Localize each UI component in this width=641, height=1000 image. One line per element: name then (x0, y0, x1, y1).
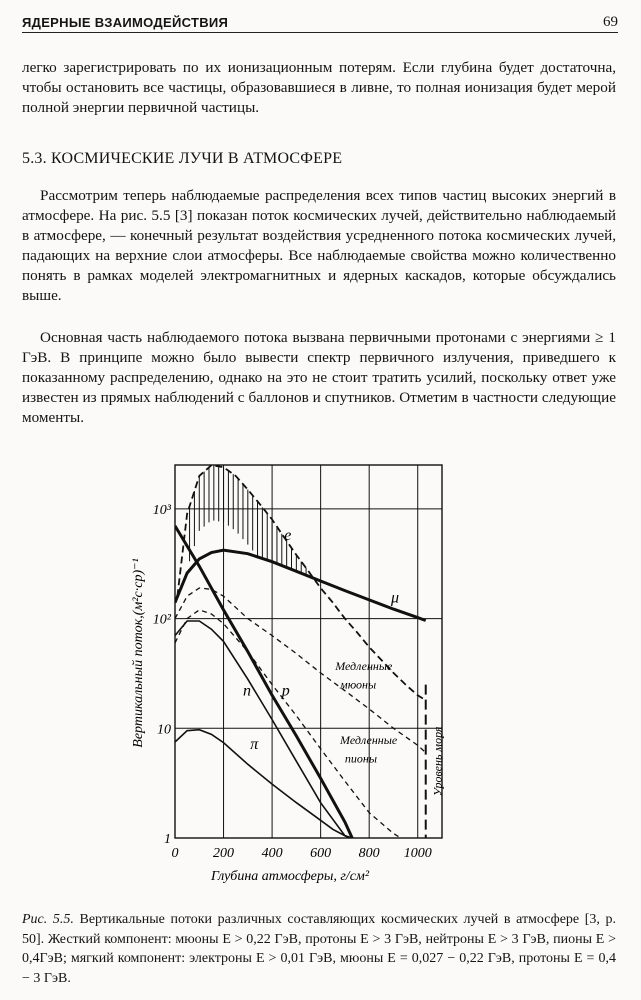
section-heading (22, 150, 342, 168)
caption-text: Вертикальные потоки различных составляющих космических лучей в атмосфере [3, р. 50]. Жесткий компонент: мюоны E > 0,22 ГэВ, протоны E > 3 ГэВ, нейтроны E > 3 ГэВ, пионы E > 0,4ГэВ; мягкий компонент: электроны E > 0,01 ГэВ, мюоны E = 0,027 − 0,22 ГэВ, протоны E = 0,4 − 3 ГэВ. (22, 912, 617, 986)
figure-caption (22, 910, 616, 988)
series-μ (175, 550, 426, 620)
x-tick-label: 200 (213, 846, 235, 861)
series-label-n: n (242, 682, 251, 700)
series-label-pi: π (250, 735, 259, 753)
page-number: 69 (603, 14, 618, 30)
y-tick-label: 1 (164, 832, 171, 847)
y-axis-label: Вертикальный поток,(м²с·ср)⁻¹ (131, 558, 146, 748)
x-tick-label: 0 (171, 846, 179, 861)
x-tick-label: 800 (358, 846, 380, 861)
series-label-p: p (281, 682, 290, 700)
annotation-slow-muons-line2: мюоны (340, 677, 377, 692)
series-group (175, 465, 426, 838)
paragraph-2 (22, 186, 616, 306)
running-title: ЯДЕРНЫЕ ВЗАИМОДЕЙСТВИЯ (22, 15, 229, 30)
series-label-mu: μ (391, 589, 400, 607)
caption-label: Рис. 5.5. (22, 912, 74, 927)
y-tick-label: 10 (157, 722, 171, 738)
paragraph-2-text: Рассмотрим теперь наблюдаемые распределения всех типов частиц высоких энергий в атмосфере. На рис. 5.5 [3] показан поток космических лучей, действительно наблюдаемый в атмосфере, — конечный результат воздействия усредненного потока космических лучей, падающих на верхние слои атмосферы. Все наблюдаемые свойства можно количественно понять в рамках моделей электромагнитных и ядерных каскадов, которые обсуждались выше. (22, 187, 616, 304)
annotation-slow-pions-line1: Медленные (340, 732, 398, 747)
y-tick-label: 10³ (152, 502, 171, 518)
annotation-slow-muons-line1: Медленные (335, 658, 393, 673)
series-p (175, 526, 352, 838)
paragraph-3-text: Основная часть наблюдаемого потока вызвана первичными протонами с энергиями ≥ 1 ГэВ. В принципе можно было вывести спектр первичного излучения, приведшего к показанному распределению, однако на это не стоит тратить усилий, поскольку ответ уже известен из прямых наблюдений с баллонов и спутников. Отметим в частности следующие моменты. (22, 329, 616, 426)
paragraph-3 (22, 328, 616, 428)
running-header (22, 12, 618, 33)
x-tick-label: 600 (310, 846, 332, 861)
annotation-slow-pions-line2: пионы (344, 751, 378, 766)
series-π (175, 730, 352, 838)
paragraph-1-text: легко зарегистрировать по их ионизационным потерям. Если глубина будет достаточна, чтобы остановить все частицы, образовавшиеся в ливне, то полная ионизация будет мерой полной энергии первичной частицы. (22, 59, 616, 116)
x-tick-label: 1000 (403, 846, 432, 861)
x-tick-label: 400 (261, 846, 283, 861)
x-axis-label: Глубина атмосферы, г/см² (210, 869, 370, 884)
section-number: 5.3. (22, 150, 47, 167)
section-title: КОСМИЧЕСКИЕ ЛУЧИ В АТМОСФЕРЕ (51, 150, 343, 167)
paragraph-1 (22, 58, 616, 118)
figure-5-5-chart (120, 455, 460, 895)
series-n (175, 621, 350, 838)
series-label-e: e (284, 527, 292, 545)
y-tick-label: 10² (152, 612, 171, 628)
annotation-sea-level: Уровень моря (430, 726, 445, 797)
